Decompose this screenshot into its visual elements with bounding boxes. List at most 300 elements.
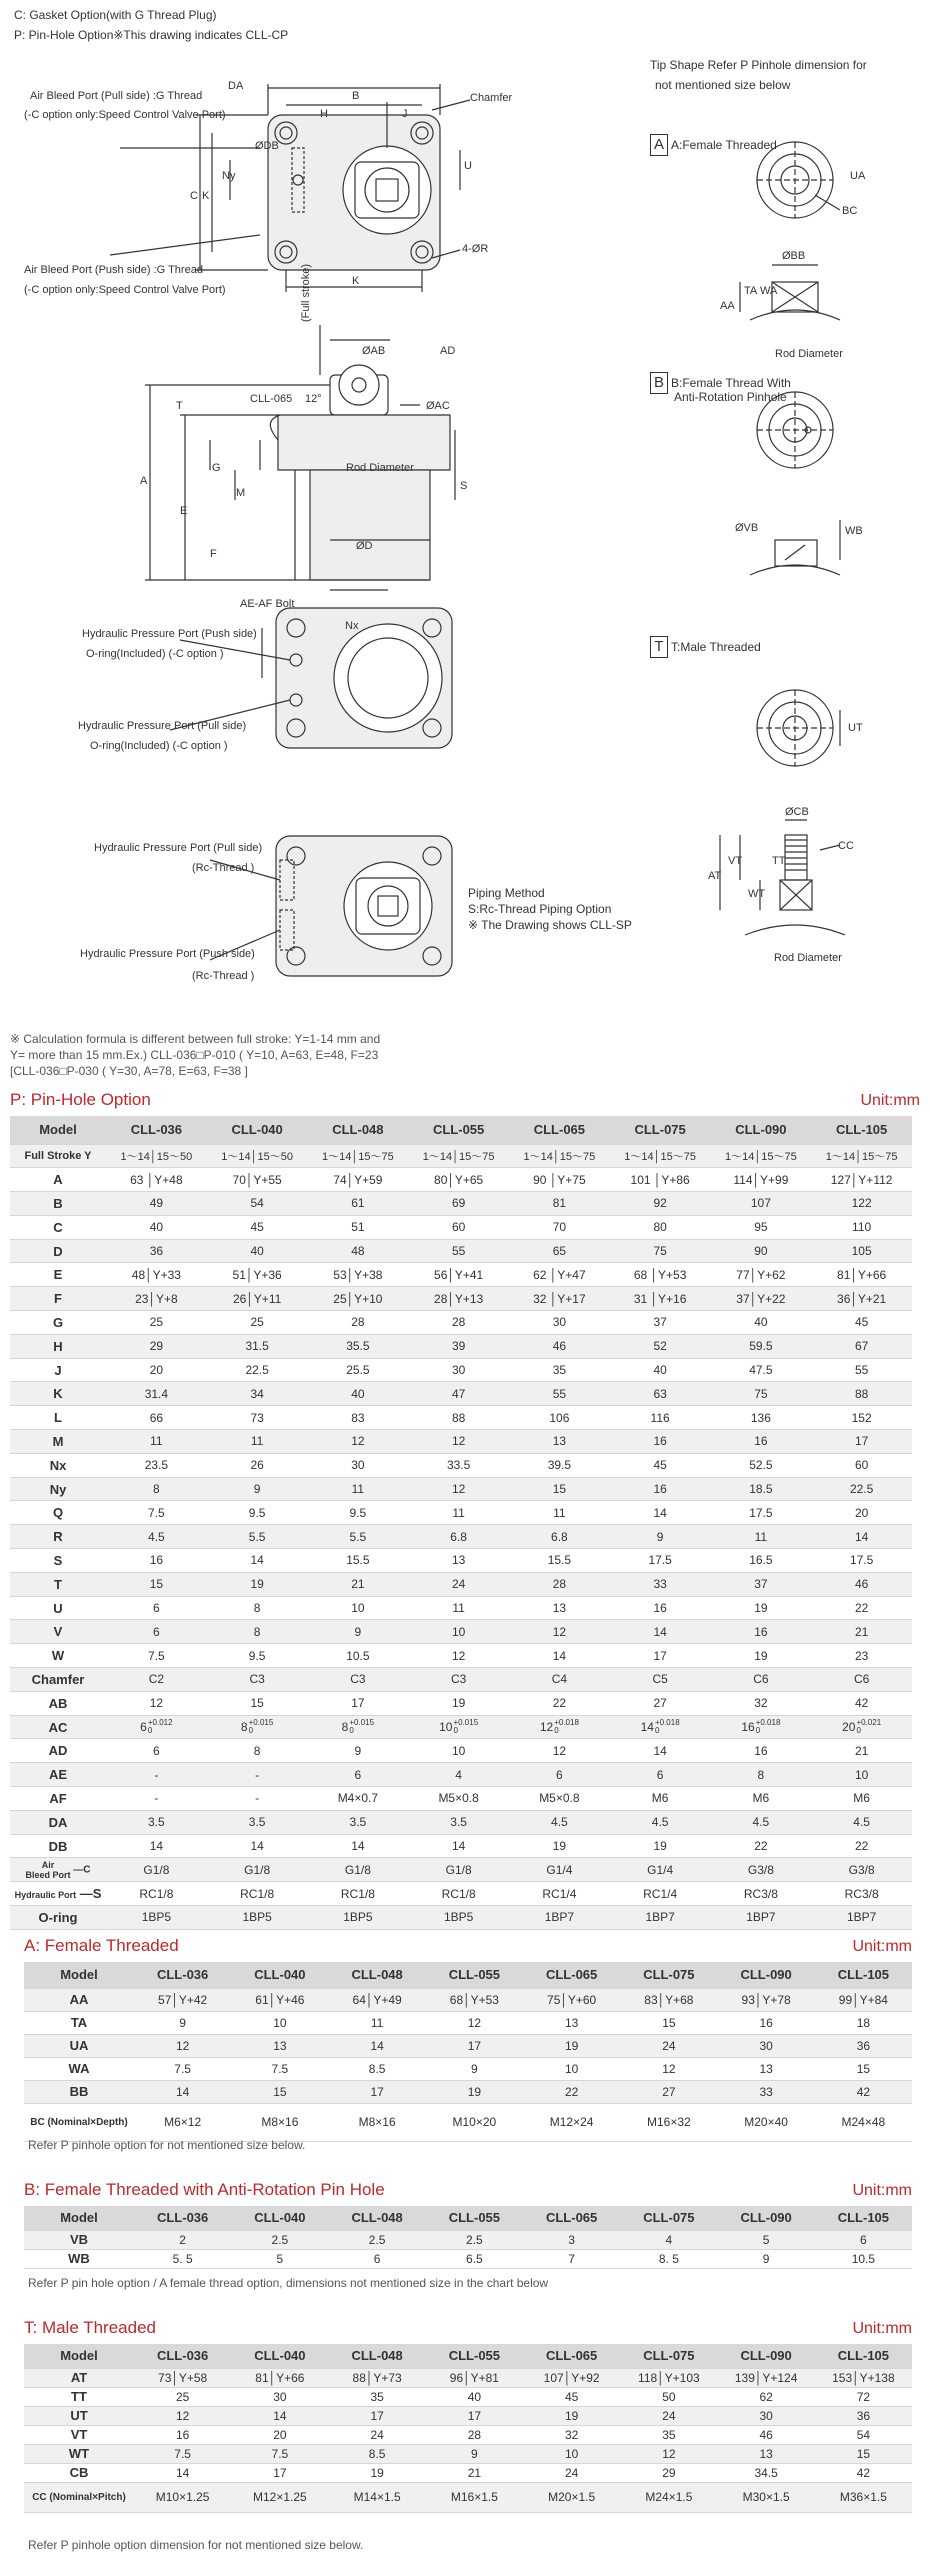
ac-tol-lower: 0 [755, 1726, 761, 1736]
ac-tol-lower: 0 [554, 1726, 559, 1736]
cell: 9 [426, 2057, 523, 2080]
table-row [10, 1358, 912, 1382]
table-row [10, 1263, 912, 1287]
dim-wa: WA [760, 285, 778, 297]
row-label: VB [24, 2230, 134, 2249]
cell: G3/8 [711, 1858, 812, 1882]
cell: 2.5 [426, 2230, 523, 2249]
cell: 88│Y+73 [329, 2368, 426, 2387]
header-model-cll-055: CLL-055 [426, 2344, 523, 2368]
header-model-label: Model [24, 2206, 134, 2230]
cell: 13 [718, 2444, 815, 2463]
cell: 9.5 [207, 1501, 308, 1525]
header-model-cll-048: CLL-048 [329, 1962, 426, 1988]
header-model-cll-105: CLL-105 [815, 2344, 912, 2368]
cell: 24 [329, 2425, 426, 2444]
row-label: C [10, 1215, 106, 1239]
air-push-label-2: (-C option only:Speed Control Valve Port) [24, 284, 226, 296]
row-label: R [10, 1525, 106, 1549]
calc-note-line-3: [CLL-036□P-030 ( Y=30, A=78, E=63, F=38 ] [10, 1064, 248, 1078]
row-label: E [10, 1263, 106, 1287]
cell: 65 [509, 1239, 610, 1263]
cell: 22 [711, 1834, 812, 1858]
cell: RC1/8 [308, 1882, 409, 1906]
tip-rod-label-1: Rod Diameter [775, 348, 843, 360]
header-model-label: Model [24, 2344, 134, 2368]
cell: 28 [408, 1311, 509, 1335]
cell: 33.5 [408, 1453, 509, 1477]
cell: M16×32 [620, 2103, 717, 2141]
cell: 46 [509, 1334, 610, 1358]
cell: G3/8 [811, 1858, 912, 1882]
cell: 12 [426, 2011, 523, 2034]
rod-diameter-label: Rod Diameter [346, 462, 414, 474]
cell: 48 [308, 1239, 409, 1263]
cell: 10 [231, 2011, 328, 2034]
cell: 1BP7 [509, 1906, 610, 1930]
cell: 62 [718, 2387, 815, 2406]
cell: 6.8 [509, 1525, 610, 1549]
cell: 36 [815, 2406, 912, 2425]
cell: 13 [509, 1596, 610, 1620]
cell: 68│Y+53 [426, 1988, 523, 2011]
cell: 8.5 [329, 2444, 426, 2463]
full-stroke-label: (Full stroke) [300, 263, 312, 322]
tip-b-box: B [650, 372, 668, 394]
cell: 15 [106, 1572, 207, 1596]
cell: 15 [620, 2011, 717, 2034]
air-pull-label-1: Air Bleed Port (Pull side) :G Thread [30, 90, 203, 102]
ac-tol-upper: +0.021 [856, 1718, 882, 1728]
cell: 53│Y+38 [308, 1263, 409, 1287]
cell: 11 [329, 2011, 426, 2034]
cell: 60 [811, 1453, 912, 1477]
header-model-cll-075: CLL-075 [620, 2206, 717, 2230]
cell [308, 1715, 409, 1739]
cell: 1～14│15～50 [106, 1144, 207, 1168]
cell: M24×1.5 [620, 2482, 717, 2512]
header-model-cll-065: CLL-065 [509, 1116, 610, 1144]
row-label: Q [10, 1501, 106, 1525]
cell: 8 [106, 1477, 207, 1501]
cell: 9 [610, 1525, 711, 1549]
row-label: D [10, 1239, 106, 1263]
cell: 45 [610, 1453, 711, 1477]
table-row [10, 1168, 912, 1192]
p-table-header [10, 1090, 920, 1110]
row-label: CC (Nominal×Pitch) [24, 2482, 134, 2512]
cell: 12 [408, 1644, 509, 1668]
cell: 139│Y+124 [718, 2368, 815, 2387]
table-row [10, 1763, 912, 1787]
cell: - [207, 1763, 308, 1787]
table-row [10, 1215, 912, 1239]
header-model-cll-040: CLL-040 [207, 1116, 308, 1144]
hydraulic-port-suffix: —S [76, 1886, 102, 1902]
row-label: AA [24, 1988, 134, 2011]
table-row [10, 1834, 912, 1858]
cell: C2 [106, 1668, 207, 1692]
ac-tolerance [856, 1719, 881, 1735]
cell: 3.5 [408, 1810, 509, 1834]
cell: 1BP5 [408, 1906, 509, 1930]
cell: 14 [134, 2463, 231, 2482]
cell: 32 [523, 2425, 620, 2444]
cell: 19 [426, 2080, 523, 2103]
table-row [10, 1715, 912, 1739]
rc-push-label-2: (Rc-Thread ) [192, 970, 255, 982]
cell: 95 [711, 1215, 812, 1239]
cell: 122 [811, 1192, 912, 1216]
cell: 88 [408, 1406, 509, 1430]
air-bleed-label: Air Bleed Port [25, 1859, 71, 1880]
table-row [10, 1882, 912, 1906]
row-label: VT [24, 2425, 134, 2444]
cell: 17.5 [610, 1549, 711, 1573]
tip-a-title: A A:Female Threaded [650, 134, 777, 156]
cell: 83│Y+68 [620, 1988, 717, 2011]
row-label: J [10, 1358, 106, 1382]
a-table-title: A: Female Threaded [24, 1936, 179, 1955]
rc-pull-label-2: (Rc-Thread ) [192, 862, 255, 874]
ac-value [540, 1719, 579, 1735]
cell: 54 [815, 2425, 912, 2444]
cell: 14 [610, 1501, 711, 1525]
row-label: O-ring [10, 1906, 106, 1930]
cell: RC1/4 [509, 1882, 610, 1906]
cell: - [106, 1763, 207, 1787]
row-label: G [10, 1311, 106, 1335]
table-row [10, 1572, 912, 1596]
cell: 8 [711, 1763, 812, 1787]
table-row [10, 1311, 912, 1335]
cell: 45 [811, 1311, 912, 1335]
cell: 12 [134, 2034, 231, 2057]
piping-rc-label: S:Rc-Thread Piping Option [468, 902, 612, 916]
header-model-cll-040: CLL-040 [231, 2344, 328, 2368]
ac-tol-upper: +0.018 [654, 1718, 680, 1728]
cell: 88 [811, 1382, 912, 1406]
cell: 19 [329, 2463, 426, 2482]
cell: 24 [620, 2406, 717, 2425]
cell: 1BP5 [106, 1906, 207, 1930]
dim-s: S [460, 480, 468, 492]
cell: 21 [811, 1739, 912, 1763]
row-label: M [10, 1430, 106, 1454]
cell: 28 [308, 1311, 409, 1335]
cell: C3 [207, 1668, 308, 1692]
cell: 10.5 [815, 2249, 912, 2268]
ac-value [741, 1719, 780, 1735]
dim-cb: ØCB [785, 806, 809, 818]
cell: 40 [308, 1382, 409, 1406]
row-label: WB [24, 2249, 134, 2268]
cell: 32 │Y+17 [509, 1287, 610, 1311]
table-row [10, 1382, 912, 1406]
cell: 152 [811, 1406, 912, 1430]
table-row [10, 1906, 912, 1930]
cell: 17 [329, 2080, 426, 2103]
a-table-unit: Unit:mm [852, 1938, 912, 1955]
technical-drawing [0, 0, 930, 1020]
cell: M20×40 [718, 2103, 815, 2141]
cell: 19 [523, 2406, 620, 2425]
cell: 1～14│15～75 [308, 1144, 409, 1168]
cell: RC1/8 [106, 1882, 207, 1906]
table-row [10, 1525, 912, 1549]
cell: 72 [815, 2387, 912, 2406]
cell: 17.5 [711, 1501, 812, 1525]
cell: 77│Y+62 [711, 1263, 812, 1287]
cell: M4×0.7 [308, 1787, 409, 1811]
a-table-header [24, 1936, 912, 1956]
cell: C6 [811, 1668, 912, 1692]
cell: 7.5 [106, 1644, 207, 1668]
cell: 2.5 [231, 2230, 328, 2249]
header-model-cll-036: CLL-036 [106, 1116, 207, 1144]
row-label: CB [24, 2463, 134, 2482]
cell: 75 [711, 1382, 812, 1406]
header-model-cll-105: CLL-105 [815, 2206, 912, 2230]
cell: 3.5 [207, 1810, 308, 1834]
table-row [10, 1192, 912, 1216]
cell: 23│Y+8 [106, 1287, 207, 1311]
cell: C3 [308, 1668, 409, 1692]
table-row [10, 1668, 912, 1692]
cell: 14 [811, 1525, 912, 1549]
ac-tol-lower: 0 [453, 1726, 458, 1736]
table-row [24, 2080, 912, 2103]
header-model-cll-048: CLL-048 [329, 2344, 426, 2368]
table-row [24, 2368, 912, 2387]
dim-c: C [190, 190, 198, 202]
cell: 16 [610, 1596, 711, 1620]
cell: 31.5 [207, 1334, 308, 1358]
row-label: K [10, 1382, 106, 1406]
cell: 59.5 [711, 1334, 812, 1358]
cell: 11 [408, 1596, 509, 1620]
dim-e: E [180, 505, 188, 517]
cell: 1BP5 [308, 1906, 409, 1930]
table-row [24, 2034, 912, 2057]
cell: 19 [610, 1834, 711, 1858]
cell: 16 [610, 1477, 711, 1501]
cell: 1BP7 [811, 1906, 912, 1930]
cell: 62 │Y+47 [509, 1263, 610, 1287]
cell: 39 [408, 1334, 509, 1358]
dim-a: A [140, 475, 148, 487]
cell: 16 [711, 1620, 812, 1644]
cell: 8 [207, 1620, 308, 1644]
cell: 12 [620, 2057, 717, 2080]
cell: 18.5 [711, 1477, 812, 1501]
header-model-cll-036: CLL-036 [134, 2206, 231, 2230]
cell: 106 [509, 1406, 610, 1430]
row-label: H [10, 1334, 106, 1358]
row-label [10, 1858, 106, 1882]
cell: 6 [106, 1620, 207, 1644]
cell: 16.5 [711, 1549, 812, 1573]
cell: 7.5 [231, 2444, 328, 2463]
ac-tol-upper: +0.018 [554, 1718, 579, 1728]
table-row [10, 1858, 912, 1882]
row-label: A [10, 1168, 106, 1192]
cell: 107│Y+92 [523, 2368, 620, 2387]
cell: 34.5 [718, 2463, 815, 2482]
cell: 1～14│15～75 [610, 1144, 711, 1168]
cell: 57│Y+42 [134, 1988, 231, 2011]
cell: 93│Y+78 [718, 1988, 815, 2011]
cell: 22 [811, 1834, 912, 1858]
row-label: U [10, 1596, 106, 1620]
cell: M6 [610, 1787, 711, 1811]
cell: 9 [308, 1739, 409, 1763]
cell: 25 [207, 1311, 308, 1335]
dim-d: ØD [356, 540, 373, 552]
ac-nominal: 8 [240, 1720, 248, 1735]
cell: C6 [711, 1668, 812, 1692]
row-label: V [10, 1620, 106, 1644]
cell: 50 [620, 2387, 717, 2406]
cell: 19 [523, 2034, 620, 2057]
dim-g: G [212, 462, 221, 474]
dim-f: F [210, 548, 217, 560]
cell: 153│Y+138 [815, 2368, 912, 2387]
row-label: BC (Nominal×Depth) [24, 2103, 134, 2141]
cell: 5.5 [207, 1525, 308, 1549]
cell: 4.5 [509, 1810, 610, 1834]
cell: M14×1.5 [329, 2482, 426, 2512]
cell: 32 [711, 1691, 812, 1715]
cell: 10.5 [308, 1644, 409, 1668]
cell: 2.5 [329, 2230, 426, 2249]
cell: RC1/8 [408, 1882, 509, 1906]
ac-nominal: 12 [539, 1720, 554, 1735]
row-label: Ny [10, 1477, 106, 1501]
table-row [10, 1334, 912, 1358]
cell: 30 [308, 1453, 409, 1477]
cell: 23 [811, 1644, 912, 1668]
row-label: Chamfer [10, 1668, 106, 1692]
ac-tolerance [249, 1719, 274, 1735]
table-row [24, 2406, 912, 2425]
tip-b-title: B B:Female Thread With [650, 372, 791, 394]
cell: 92 [610, 1192, 711, 1216]
cell: 63 [610, 1382, 711, 1406]
dim-h: H [320, 108, 328, 120]
ac-value [842, 1719, 881, 1735]
ac-tolerance [655, 1719, 680, 1735]
cell: 47 [408, 1382, 509, 1406]
tip-b-title-2: Anti-Rotation Pinhole [674, 390, 787, 404]
cell: 14 [509, 1644, 610, 1668]
header-model-label: Model [24, 1962, 134, 1988]
tip-note-1: Tip Shape Refer P Pinhole dimension for [650, 58, 867, 72]
cell: 4 [620, 2230, 717, 2249]
cell: 60 [408, 1215, 509, 1239]
table-row [10, 1430, 912, 1454]
cell: 10 [811, 1763, 912, 1787]
cell: 70│Y+55 [207, 1168, 308, 1192]
header-model-cll-105: CLL-105 [811, 1116, 912, 1144]
cell: 4.5 [811, 1810, 912, 1834]
cll065-label: CLL-065 [250, 393, 293, 405]
table-header-row [24, 2344, 912, 2368]
cell: 12 [620, 2444, 717, 2463]
cell: 61 [308, 1192, 409, 1216]
row-label: DA [10, 1810, 106, 1834]
cell: 66 [106, 1406, 207, 1430]
cell: 42 [815, 2463, 912, 2482]
ac-tol-lower: 0 [248, 1726, 254, 1736]
header-model-cll-036: CLL-036 [134, 2344, 231, 2368]
dim-b: B [352, 90, 360, 102]
cell: 116 [610, 1406, 711, 1430]
cell: 22 [509, 1691, 610, 1715]
cell: 5 [718, 2230, 815, 2249]
cell: 37│Y+22 [711, 1287, 812, 1311]
cell: 30 [718, 2406, 815, 2425]
ac-tol-upper: +0.015 [349, 1718, 375, 1728]
cell: 49 [106, 1192, 207, 1216]
cell: 52 [610, 1334, 711, 1358]
table-row [10, 1406, 912, 1430]
cell: M6×12 [134, 2103, 231, 2141]
air-push-label-1: Air Bleed Port (Push side) :G Thread [24, 264, 203, 276]
cell: - [207, 1787, 308, 1811]
cell [106, 1715, 207, 1739]
cell: 14 [134, 2080, 231, 2103]
cell: 15 [231, 2080, 328, 2103]
cell: 14 [308, 1834, 409, 1858]
row-label: TT [24, 2387, 134, 2406]
header-model-cll-055: CLL-055 [426, 2206, 523, 2230]
ac-value [439, 1719, 478, 1735]
table-row [24, 2057, 912, 2080]
row-label: T [10, 1572, 106, 1596]
calc-note-line-1: ※ Calculation formula is different between full stroke: Y=1-14 mm and [10, 1032, 381, 1046]
cell: G1/8 [207, 1858, 308, 1882]
ac-tolerance [148, 1719, 173, 1735]
cell: M16×1.5 [426, 2482, 523, 2512]
cell: 63 │Y+48 [106, 1168, 207, 1192]
cell: 51│Y+36 [207, 1263, 308, 1287]
cell: 36 [815, 2034, 912, 2057]
pinhole-note: P: Pin-Hole Option※This drawing indicates CLL-CP [14, 28, 289, 42]
cell: 11 [408, 1501, 509, 1525]
cell: 14 [207, 1834, 308, 1858]
cell: 29 [106, 1334, 207, 1358]
cell: M5×0.8 [509, 1787, 610, 1811]
cell: 114│Y+99 [711, 1168, 812, 1192]
cell: 7.5 [134, 2444, 231, 2463]
ac-tolerance [453, 1719, 478, 1735]
cell: 28│Y+13 [408, 1287, 509, 1311]
cell: 127│Y+112 [811, 1168, 912, 1192]
cell: 14 [207, 1549, 308, 1573]
cell: 51 [308, 1215, 409, 1239]
header-model-cll-055: CLL-055 [426, 1962, 523, 1988]
ac-nominal: 6 [140, 1720, 147, 1735]
row-label: S [10, 1549, 106, 1573]
header-model-cll-048: CLL-048 [308, 1116, 409, 1144]
cell: 16 [711, 1430, 812, 1454]
cell: 15.5 [308, 1549, 409, 1573]
table-row [10, 1644, 912, 1668]
ac-tolerance [756, 1719, 781, 1735]
cell: 37 [610, 1311, 711, 1335]
cell: 55 [408, 1239, 509, 1263]
